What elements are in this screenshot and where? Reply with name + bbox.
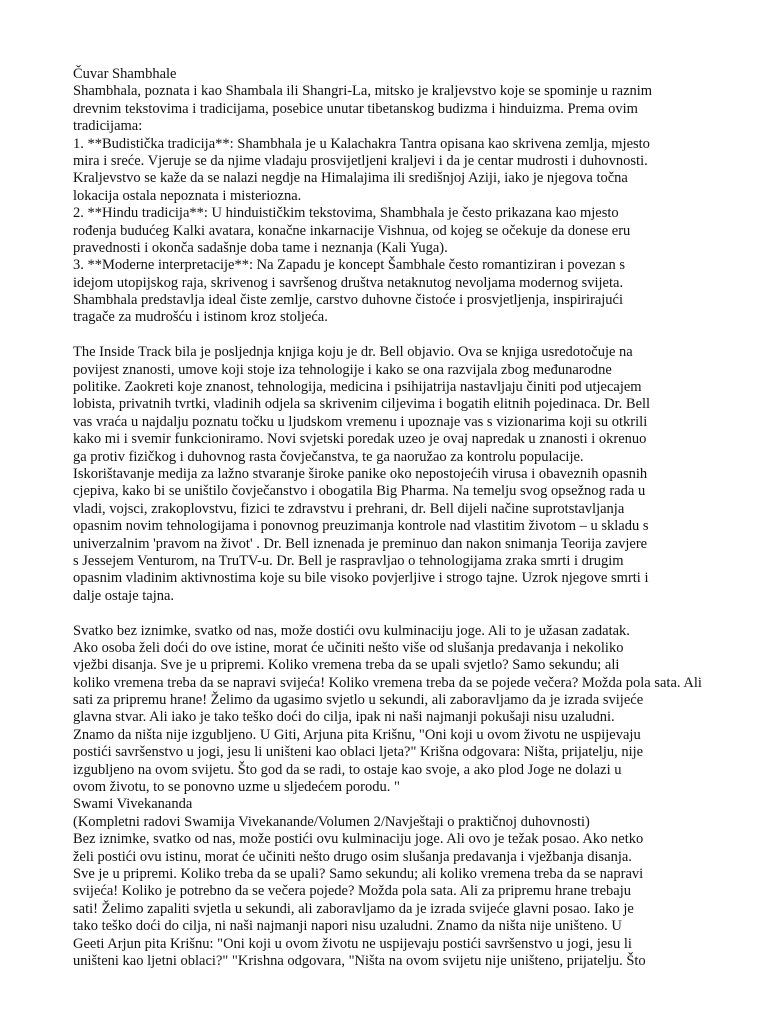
text-line: Kraljevstvo se kaže da se nalazi negdje na Himalajima ili središnjoj Aziji, iako je njegova točna (73, 170, 628, 187)
text-line: Iskorištavanje medija za lažno stvaranje široke panike oko nepostojećih virusa i obaveznih opasnih (73, 465, 648, 482)
text-line: The Inside Track bila je posljednja knjiga koju je dr. Bell objavio. Ova se knjiga usredotočuje na (73, 344, 633, 361)
text-line: lokacija ostala nepoznata i misteriozna. (73, 187, 302, 204)
document-heading: Čuvar Shambhale (73, 66, 177, 82)
section-shambhala (73, 66, 703, 327)
text-line: glavna stvar. Ali iako je tako teško doći do cilja, ipak ni naši najmanji pokušaji nisu uzaludni. (73, 709, 615, 726)
paragraph-spacer (73, 605, 703, 622)
text-line: Svatko bez iznimke, svatko od nas, može dostići ovu kulminaciju joge. Ali to je užasan zadatak. (73, 622, 630, 639)
text-line: tradicijama: (73, 118, 143, 135)
text-line: opasnim vladinim aktivnostima koje su bile visoko povjerljive i strogo tajne. Uzrok njegove smrti i (73, 570, 649, 587)
text-line: vas vraća u najdalju poznatu točku u ljudskom vremenu i upoznaje vas s vizionarima koji su otkrili (73, 413, 648, 430)
text-line: želi postići ovu istinu, morat će učiniti nešto drugo osim slušanja predavanja i vježbanja disanja. (73, 848, 632, 865)
text-line: Shambhala, poznata i kao Shambala ili Shangri-La, mitsko je kraljevstvo koje se spominje u raznim (73, 83, 653, 100)
text-line: Geeti Arjun pita Krišnu: "Oni koji u ovom životu ne uspijevaju postići savršenstvo u jogi, jesu li (73, 935, 632, 952)
text-line: ovom životu, to se ponovno uzme u sljedećem porodu. " (73, 779, 400, 796)
text-line: pravednosti i okonča sadašnje doba tame i neznanja (Kali Yuga). (73, 239, 448, 256)
section-inside-track (73, 344, 703, 605)
text-line: 3. **Moderne interpretacije**: Na Zapadu je koncept Šambhale često romantiziran i povezan s (73, 257, 626, 274)
paragraph-spacer (73, 327, 703, 344)
text-line: dalje ostaje tajna. (73, 587, 175, 604)
text-line: cjepiva, kako bi se uništilo čovječanstvo i obogatila Big Pharma. Na temelju svog opsežnog rada u (73, 483, 646, 500)
text-line: povijest znanosti, umove koji stoje iza tehnologije i kako se ona razvijala zbog međunarodne (73, 361, 612, 378)
text-line: Bez iznimke, svatko od nas, može postići ovu kulminaciju joge. Ali ovo je težak posao. Ako netko (73, 831, 644, 848)
shambhala-text (73, 83, 703, 326)
document-page (73, 66, 703, 970)
text-line: ga protiv fizičkog i duhovnog rasta čovječanstva, te ga naoružao za kontrolu populacije. (73, 448, 584, 465)
text-line: vježbi disanja. Sve je u pripremi. Koliko vremena treba da se upali svjetlo? Samo sekundu; ali (73, 657, 620, 674)
text-line: tragače za mudrošću i istinom kroz stoljeća. (73, 309, 328, 326)
text-line: s Jessejem Venturom, na TruTV-u. Dr. Bell je raspravljao o tehnologijama zraka smrti i drugim (73, 552, 624, 569)
text-line: politike. Zaokreti koje znanost, tehnologija, medicina i psihijatrija nastavljaju činiti pod utjecajem (73, 379, 642, 396)
text-line: uništeni kao ljetni oblaci?" "Krishna odgovara, "Ništa na ovom svijetu nije uništeno, prijatelju. Što (73, 952, 646, 969)
text-line: opasnim novim tehnologijama i ponovnog preuzimanja kontrole nad vlastitim životom – u skladu s (73, 518, 649, 535)
section-yoga (73, 623, 703, 971)
text-line: vladi, vojsci, zrakoplovstvu, fizici te zdravstvu i prehrani, dr. Bell dijeli načine suprotstavljanja (73, 500, 625, 517)
text-line: 2. **Hindu tradicija**: U hinduističkim tekstovima, Shambhala je često prikazana kao mjesto (73, 205, 619, 222)
text-line: svijeća! Koliko je potrebno da se večera pojede? Možda pola sata. Ali za pripremu hrane trebaju (73, 883, 632, 900)
text-line: lobista, privatnih tvrtki, vladinih odjela sa skrivenim ciljevima i bogatih elitnih pojedinaca. Dr. Bell (73, 396, 651, 413)
quote-source: (Kompletni radovi Swamija Vivekanande/Volumen 2/Navještaji o praktičnoj duhovnosti) (73, 813, 590, 830)
text-line: 1. **Budistička tradicija**: Shambhala je u Kalachakra Tantra opisana kao skrivena zemlja, mjesto (73, 135, 650, 152)
text-line: Znamo da ništa nije izgubljeno. U Giti, Arjuna pita Krišnu, "Oni koji u ovom životu ne uspijevaju (73, 726, 641, 743)
text-line: sati! Želimo zapaliti svjetla u sekundi, ali zaboravljamo da je izrada svijeće glavni posao. Iako je (73, 900, 634, 917)
text-line: sati za pripremu hrane! Želimo da ugasimo svjetlo u sekundi, ali zaboravljamo da je izrada svijeće (73, 692, 644, 709)
text-line: mira i sreće. Vjeruje se da njime vladaju prosvijetljeni kraljevi i da je centar mudrosti i duhovnosti. (73, 152, 648, 169)
quote-author: Swami Vivekananda (73, 796, 193, 813)
text-line: tako teško doći do cilja, ni naši najmanji napori nisu uzaludni. Znamo da ništa nije uništeno. U (73, 918, 622, 935)
text-line: Shambhala predstavlja ideal čiste zemlje, carstvo duhovne čistoće i prosvjetljenja, inspirirajući (73, 292, 624, 309)
text-line: univerzalnim 'pravom na život' . Dr. Bell iznenada je preminuo dan nakon snimanja Teorija zavjere (73, 535, 648, 552)
text-line: postići savršenstvo u jogi, jesu li uništeni kao oblaci ljeta?" Krišna odgovara: Ništa, prijatelju, nije (73, 744, 644, 761)
text-line: idejom utopijskog raja, skrivenog i savršenog društva netaknutog nevoljama modernog svijeta. (73, 274, 624, 291)
text-line: koliko vremena treba da se napravi svijeća! Koliko vremena treba da se pojede večera? Možda pola sata. Ali (73, 674, 702, 691)
text-line: rođenja budućeg Kalki avatara, konačne inkarnacije Vishnua, od kojeg se očekuje da donese eru (73, 222, 631, 239)
text-line: izgubljeno na ovom svijetu. Što god da se radi, to ostaje kao svoje, a ako plod Joge ne dolazi u (73, 761, 622, 778)
text-line: Ako osoba želi doći do ove istine, morat će učiniti nešto više od slušanja predavanja i nekoliko (73, 639, 624, 656)
text-line: Sve je u pripremi. Koliko treba da se upali? Samo sekundu; ali koliko vremena treba da se napravi (73, 865, 644, 882)
text-line: kako mi i svemir funkcioniramo. Novi svjetski poredak uzeo je ovaj napredak u znanosti i okrenuo (73, 431, 647, 448)
text-line: drevnim tekstovima i tradicijama, posebice unutar tibetanskog budizma i hinduizma. Prema ovim (73, 100, 638, 117)
